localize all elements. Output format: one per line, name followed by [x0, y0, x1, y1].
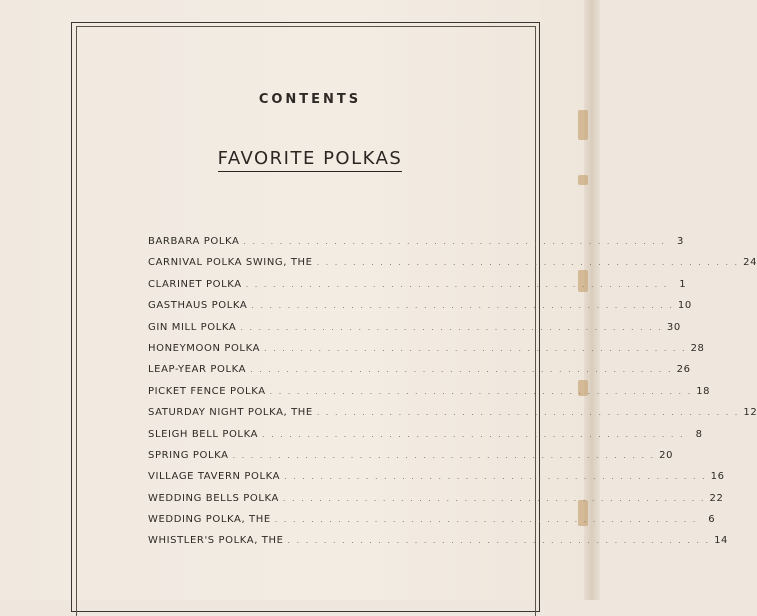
toc-entry-page: 12: [743, 407, 757, 419]
toc-entry-title: HONEYMOON POLKA: [148, 342, 261, 354]
toc-leader-dots: . . . . . . . . . . . . . . . . . . . . . . . . . . . . . . . . . . . . . . . . . . . . . . .: [245, 279, 669, 289]
toc-entry-title: PICKET FENCE POLKA: [148, 385, 266, 397]
toc-leader-dots: . . . . . . . . . . . . . . . . . . . . . . . . . . . . . . . . . . . . . . . . . . . . . . .: [264, 343, 687, 353]
toc-entry-title: SLEIGH BELL POLKA: [148, 428, 259, 440]
toc-entry-title: LEAP-YEAR POLKA: [148, 364, 247, 376]
toc-entry-page: 28: [690, 342, 705, 354]
table-of-contents: [148, 236, 757, 557]
toc-entry: [148, 364, 691, 385]
toc-entry-title: WEDDING POLKA, THE: [148, 514, 271, 526]
toc-entry-title: GIN MILL POLKA: [148, 321, 237, 333]
page-tear: [578, 175, 588, 185]
toc-leader-dots: . . . . . . . . . . . . . . . . . . . . . . . . . . . . . . . . . . . . . . . . . . . . . . .: [251, 301, 674, 311]
toc-entry-title: GASTHAUS POLKA: [148, 300, 248, 312]
toc-entry-page: 30: [666, 321, 681, 333]
toc-entry-title: WHISTLER'S POLKA, THE: [148, 535, 284, 547]
toc-entry-page: 20: [659, 449, 674, 461]
toc-leader-dots: . . . . . . . . . . . . . . . . . . . . . . . . . . . . . . . . . . . . . . . . . . . . . . .: [287, 536, 711, 546]
toc-entry-page: 10: [677, 300, 692, 312]
toc-entry: [148, 492, 724, 514]
toc-entry-title: VILLAGE TAVERN POLKA: [148, 471, 281, 483]
toc-entry: [148, 321, 681, 343]
toc-entry: [148, 407, 757, 428]
toc-leader-dots: . . . . . . . . . . . . . . . . . . . . . . . . . . . . . . . . . . . . . . . . . . . . . . .: [243, 237, 666, 246]
toc-entry: [148, 236, 684, 257]
toc-entry-page: 24: [743, 257, 757, 269]
toc-leader-dots: . . . . . . . . . . . . . . . . . . . . . . . . . . . . . . . . . . . . . . . . . . . . . . .: [240, 322, 663, 332]
toc-entry-page: 16: [710, 471, 725, 483]
toc-entry: [148, 535, 729, 556]
toc-entry: [148, 385, 711, 407]
toc-entry-title: BARBARA POLKA: [148, 236, 240, 247]
toc-leader-dots: . . . . . . . . . . . . . . . . . . . . . . . . . . . . . . . . . . . . . . . . . . . . . . .: [232, 450, 656, 460]
toc-entry: [148, 257, 757, 278]
toc-entry: [148, 449, 674, 471]
toc-entry-page: 8: [695, 428, 703, 440]
toc-entry: [148, 514, 716, 535]
page-tear: [578, 110, 588, 140]
toc-entry-page: 14: [714, 535, 729, 547]
toc-leader-dots: . . . . . . . . . . . . . . . . . . . . . . . . . . . . . . . . . . . . . . . . . . . . . . .: [269, 386, 693, 396]
toc-entry: [148, 428, 703, 450]
toc-entry: [148, 300, 692, 321]
toc-leader-dots: . . . . . . . . . . . . . . . . . . . . . . . . . . . . . . . . . . . . . . . . . . . . . . .: [250, 365, 673, 375]
section-title-text: FAVORITE POLKAS: [218, 148, 403, 172]
toc-leader-dots: . . . . . . . . . . . . . . . . . . . . . . . . . . . . . . . . . . . . . . . . . . . . . . .: [316, 408, 740, 418]
contents-heading: CONTENTS: [258, 92, 362, 107]
toc-entry-title: SATURDAY NIGHT POLKA, THE: [148, 407, 313, 419]
toc-leader-dots: . . . . . . . . . . . . . . . . . . . . . . . . . . . . . . . . . . . . . . . . . . . . . . .: [284, 472, 707, 482]
toc-leader-dots: . . . . . . . . . . . . . . . . . . . . . . . . . . . . . . . . . . . . . . . . . . . . . . .: [274, 515, 698, 525]
toc-entry-title: CARNIVAL POLKA SWING, THE: [148, 257, 313, 269]
toc-entry-page: 26: [676, 364, 691, 376]
toc-entry: [148, 471, 725, 492]
toc-entry-page: 3: [676, 236, 684, 247]
section-title: [0, 148, 620, 172]
toc-leader-dots: . . . . . . . . . . . . . . . . . . . . . . . . . . . . . . . . . . . . . . . . . . . . . . .: [316, 258, 740, 268]
toc-entry-title: SPRING POLKA: [148, 449, 229, 461]
toc-leader-dots: . . . . . . . . . . . . . . . . . . . . . . . . . . . . . . . . . . . . . . . . . . . . . . .: [262, 429, 685, 439]
toc-leader-dots: . . . . . . . . . . . . . . . . . . . . . . . . . . . . . . . . . . . . . . . . . . . . . . .: [282, 493, 706, 503]
toc-entry-page: 6: [708, 514, 716, 526]
toc-entry-page: 18: [696, 385, 711, 397]
toc-entry: [148, 342, 705, 364]
toc-entry-title: CLARINET POLKA: [148, 278, 242, 290]
toc-entry-title: WEDDING BELLS POLKA: [148, 492, 279, 504]
toc-entry-page: 22: [709, 492, 724, 504]
toc-entry-page: 1: [679, 278, 687, 290]
toc-entry: [148, 278, 687, 300]
